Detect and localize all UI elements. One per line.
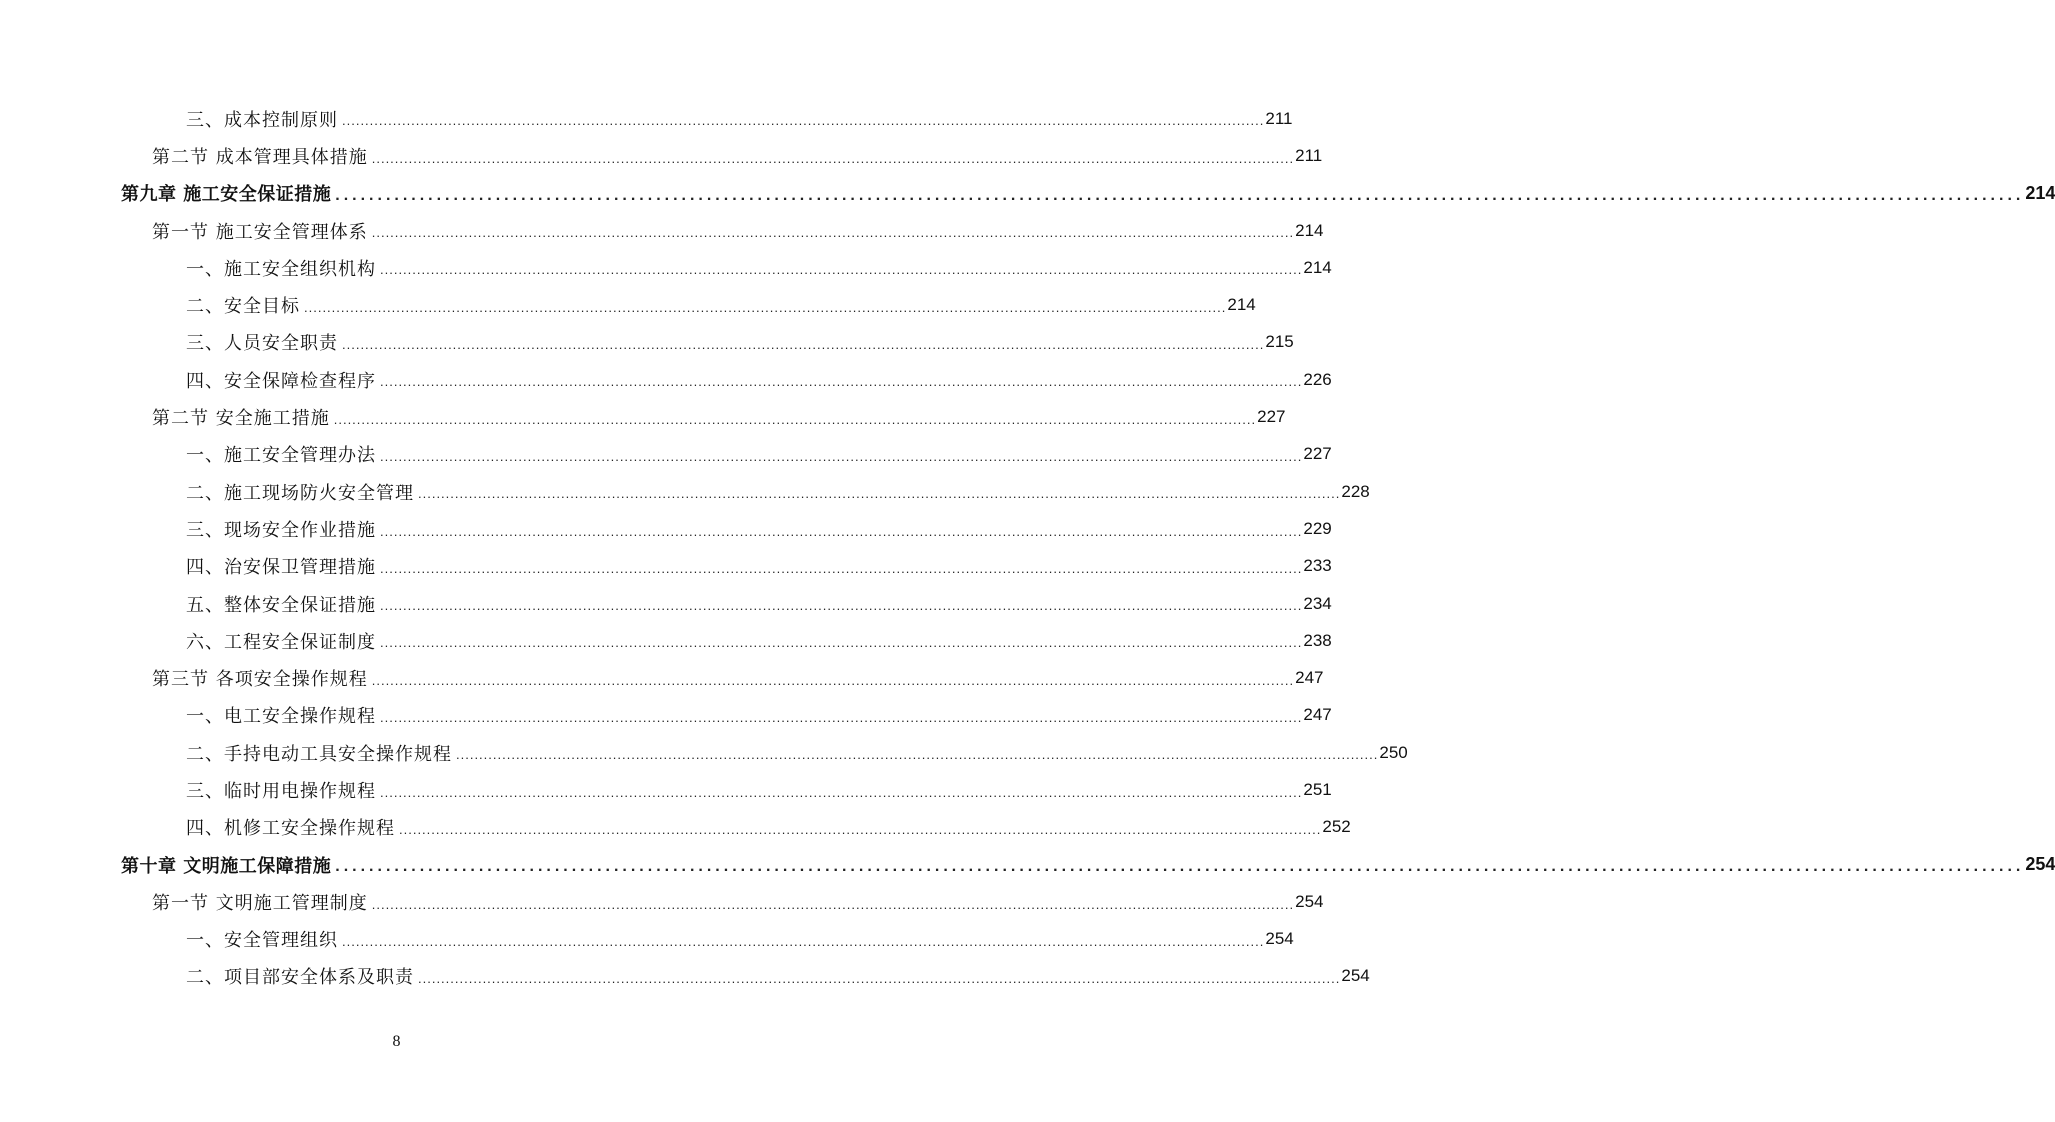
toc-entry-title: 六、工程安全保证制度 <box>186 628 380 654</box>
toc-entry-page: 227 <box>1303 444 1332 464</box>
toc-entry[interactable] <box>152 659 1324 696</box>
toc-entry-title: 四、治安保卫管理措施 <box>186 553 380 579</box>
toc-leader-dots: ........................................................................................................................................................................................................ <box>380 560 1303 576</box>
toc-entry-title: 一、施工安全管理办法 <box>186 441 380 467</box>
toc-entry[interactable] <box>186 436 1332 473</box>
toc-entry[interactable] <box>186 734 1408 771</box>
toc-entry-title: 四、机修工安全操作规程 <box>186 814 399 840</box>
toc-leader-dots: ........................................................................................................................................................................................................ <box>371 672 1295 688</box>
toc-leader-dots: ........................................................................................................................................................................................................ <box>380 784 1303 800</box>
toc-entry-page: 254 <box>1341 966 1370 986</box>
toc-leader-dots: ........................................................................................................................................................................................................ <box>342 933 1265 949</box>
toc-entry-title: 五、整体安全保证措施 <box>186 591 380 617</box>
toc-entry-title: 二、施工现场防火安全管理 <box>186 479 418 505</box>
toc-entry[interactable] <box>186 809 1351 846</box>
toc-leader-dots: ........................................................................................................................................................................................................ <box>342 113 1265 129</box>
toc-entry-title: 第二节 安全施工措施 <box>152 404 334 430</box>
toc-entry-title: 二、手持电动工具安全操作规程 <box>186 740 456 766</box>
toc-entry-page: 254 <box>1295 891 1324 911</box>
toc-entry-page: 247 <box>1295 668 1324 688</box>
toc-entry[interactable] <box>186 510 1332 547</box>
toc-leader-dots: ........................................................................................................................................................................................................ <box>335 186 2025 204</box>
toc-entry-page: 214 <box>2025 182 2055 203</box>
toc-entry-title: 四、安全保障检查程序 <box>186 367 380 393</box>
toc-entry[interactable] <box>186 585 1332 622</box>
toc-entry-title: 第二节 成本管理具体措施 <box>152 143 372 169</box>
toc-leader-dots: ........................................................................................................................................................................................................ <box>371 150 1295 166</box>
toc-entry[interactable] <box>152 883 1324 920</box>
toc-entry-page: 251 <box>1303 779 1332 799</box>
toc-entry-title: 第九章 施工安全保证措施 <box>121 180 335 206</box>
table-of-contents <box>0 100 2055 995</box>
toc-entry-title: 一、电工安全操作规程 <box>186 702 380 728</box>
toc-entry-page: 214 <box>1295 220 1324 240</box>
toc-leader-dots: ........................................................................................................................................................................................................ <box>418 486 1341 502</box>
toc-entry[interactable] <box>186 548 1332 585</box>
toc-leader-dots: ........................................................................................................................................................................................................ <box>418 971 1341 987</box>
toc-entry-page: 252 <box>1322 817 1351 837</box>
toc-entry[interactable] <box>186 622 1332 659</box>
toc-leader-dots: ........................................................................................................................................................................................................ <box>399 821 1322 837</box>
toc-leader-dots: ........................................................................................................................................................................................................ <box>380 598 1303 614</box>
toc-entry-title: 三、成本控制原则 <box>186 106 342 132</box>
toc-entry-page: 214 <box>1303 257 1332 277</box>
toc-entry-title: 第十章 文明施工保障措施 <box>121 852 335 878</box>
toc-entry-page: 211 <box>1265 108 1293 128</box>
toc-entry-title: 一、施工安全组织机构 <box>186 255 380 281</box>
toc-entry-title: 第一节 文明施工管理制度 <box>152 889 372 915</box>
toc-entry-page: 250 <box>1379 742 1408 762</box>
toc-entry-page: 247 <box>1303 705 1332 725</box>
toc-entry-page: 215 <box>1265 332 1294 352</box>
toc-entry-title: 三、临时用电操作规程 <box>186 777 380 803</box>
toc-entry-title: 二、项目部安全体系及职责 <box>186 963 418 989</box>
toc-entry[interactable] <box>186 286 1256 323</box>
toc-entry[interactable] <box>121 175 2055 212</box>
toc-entry[interactable] <box>186 697 1332 734</box>
toc-entry[interactable] <box>152 398 1286 435</box>
toc-entry-page: 227 <box>1257 407 1286 427</box>
toc-leader-dots: ........................................................................................................................................................................................................ <box>371 896 1295 912</box>
toc-leader-dots: ........................................................................................................................................................................................................ <box>380 448 1303 464</box>
toc-entry-page: 238 <box>1303 630 1332 650</box>
toc-leader-dots: ........................................................................................................................................................................................................ <box>380 374 1303 390</box>
toc-leader-dots: ........................................................................................................................................................................................................ <box>304 299 1227 315</box>
toc-entry[interactable] <box>152 137 1323 174</box>
toc-entry-title: 二、安全目标 <box>186 292 304 318</box>
toc-entry[interactable] <box>152 212 1324 249</box>
toc-entry[interactable] <box>186 249 1332 286</box>
toc-entry-page: 228 <box>1341 481 1370 501</box>
toc-leader-dots: ........................................................................................................................................................................................................ <box>380 523 1303 539</box>
toc-leader-dots: ........................................................................................................................................................................................................ <box>333 411 1257 427</box>
page-number: 8 <box>392 1033 401 1050</box>
toc-entry-title: 三、人员安全职责 <box>186 329 342 355</box>
toc-entry[interactable] <box>186 100 1293 137</box>
toc-entry-page: 254 <box>2025 854 2055 875</box>
toc-entry-page: 214 <box>1227 295 1256 315</box>
toc-leader-dots: ........................................................................................................................................................................................................ <box>380 710 1303 726</box>
toc-entry[interactable] <box>186 921 1294 958</box>
toc-entry[interactable] <box>186 958 1370 995</box>
toc-entry-title: 第三节 各项安全操作规程 <box>152 665 372 691</box>
toc-entry-page: 229 <box>1303 518 1332 538</box>
toc-leader-dots: ........................................................................................................................................................................................................ <box>380 635 1303 651</box>
toc-leader-dots: ........................................................................................................................................................................................................ <box>380 262 1303 278</box>
toc-leader-dots: ........................................................................................................................................................................................................ <box>342 337 1265 353</box>
toc-entry-title: 三、现场安全作业措施 <box>186 516 380 542</box>
toc-leader-dots: ........................................................................................................................................................................................................ <box>335 858 2025 876</box>
toc-entry-title: 第一节 施工安全管理体系 <box>152 218 372 244</box>
toc-entry-page: 233 <box>1303 556 1332 576</box>
toc-entry-page: 211 <box>1295 145 1323 165</box>
toc-entry[interactable] <box>121 846 2055 883</box>
toc-entry[interactable] <box>186 324 1294 361</box>
toc-entry[interactable] <box>186 771 1332 808</box>
toc-entry-page: 226 <box>1303 369 1332 389</box>
toc-entry-page: 254 <box>1265 929 1294 949</box>
toc-entry[interactable] <box>186 361 1332 398</box>
toc-entry-page: 234 <box>1303 593 1332 613</box>
toc-leader-dots: ........................................................................................................................................................................................................ <box>371 225 1295 241</box>
toc-leader-dots: ........................................................................................................................................................................................................ <box>456 747 1379 763</box>
toc-entry-title: 一、安全管理组织 <box>186 926 342 952</box>
toc-entry[interactable] <box>186 473 1370 510</box>
